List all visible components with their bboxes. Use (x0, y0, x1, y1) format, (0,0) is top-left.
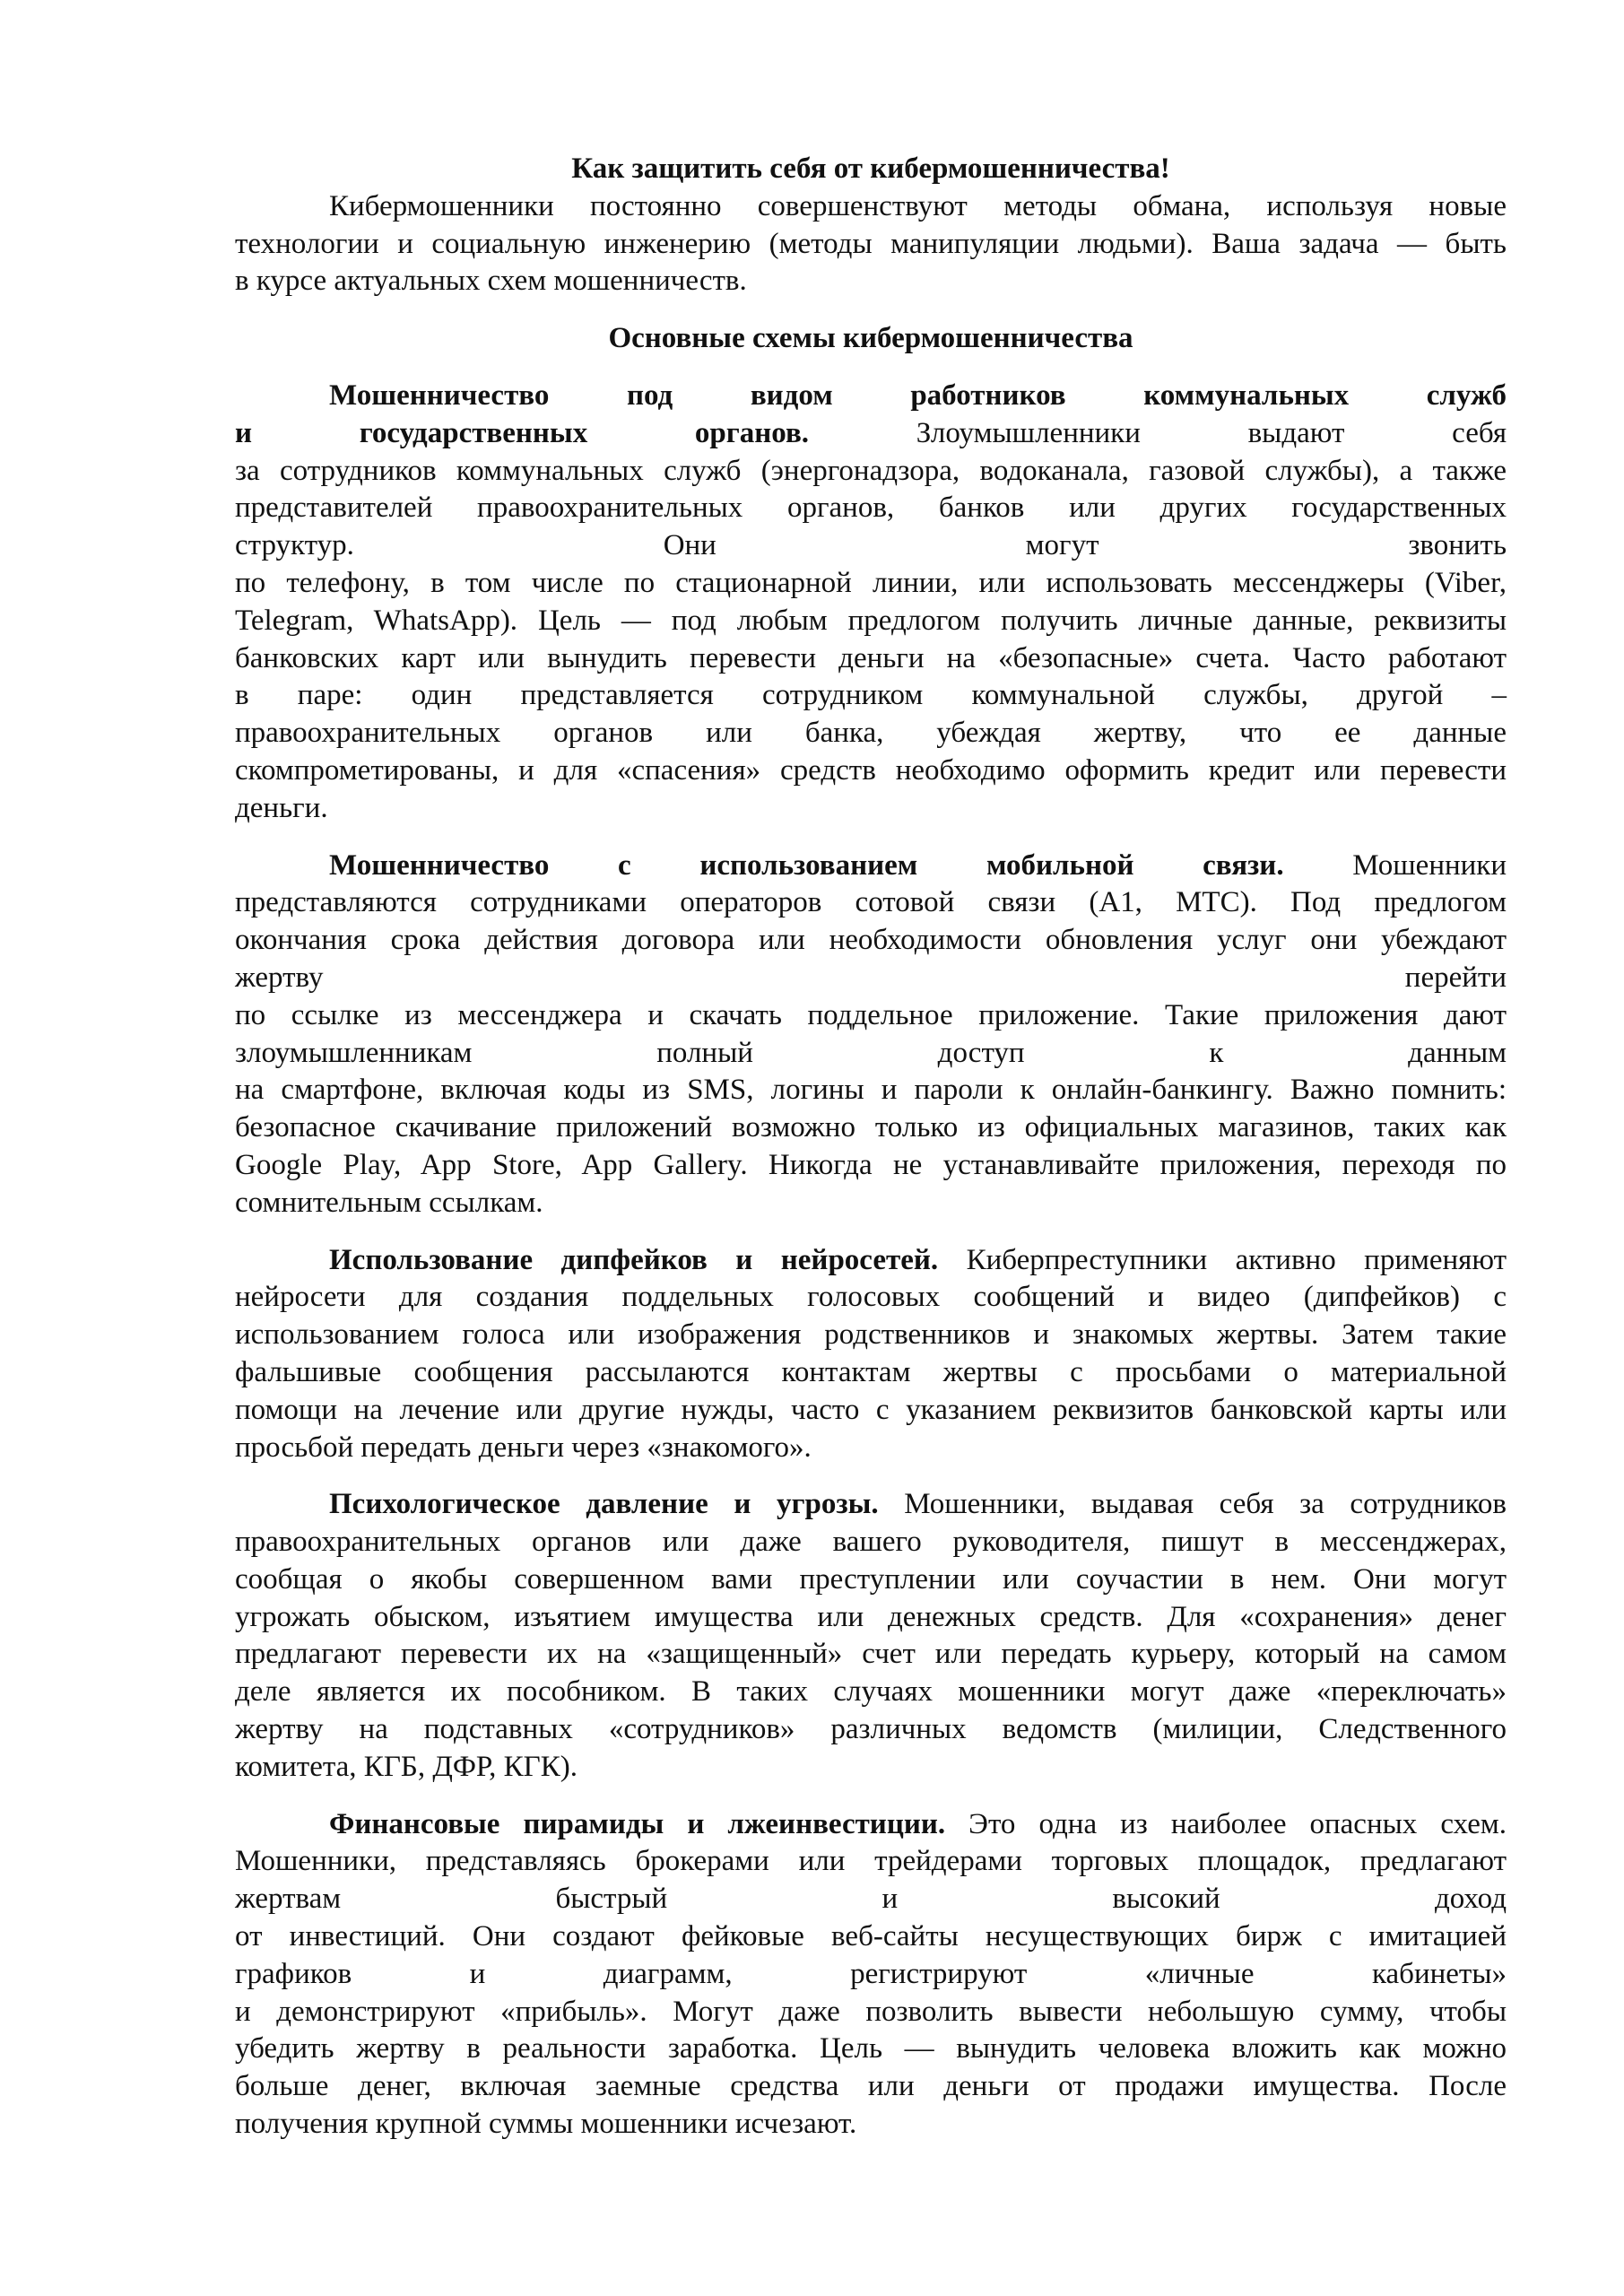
body-text: правоохранительных органов или даже вашего руководителя, пишут в мессенджерах, (235, 1526, 1507, 1559)
body-text: в курсе актуальных схем мошенничеств. (235, 265, 747, 298)
body-text: сообщая о якобы совершенном вами преступлении или соучастии в нем. Они могут (235, 1562, 1507, 1596)
paragraph-line (235, 640, 1507, 678)
paragraph-line (235, 415, 1507, 453)
paragraph-line (235, 1994, 1507, 2031)
scheme-section (235, 1486, 1507, 1786)
body-text: жертву перейти (235, 961, 1507, 994)
paragraph-line (235, 677, 1507, 715)
intro-line (235, 263, 1507, 300)
paragraph-line (235, 1749, 1507, 1787)
section-heading-text: и государственных органов. (235, 416, 810, 449)
paragraph-line (235, 1711, 1507, 1749)
paragraph-line (235, 2068, 1507, 2106)
body-text: Мошенники (1283, 848, 1507, 882)
paragraph-line (235, 378, 1507, 415)
paragraph-line (235, 1279, 1507, 1317)
paragraph-line (235, 884, 1507, 922)
paragraph-line (235, 1524, 1507, 1561)
body-text: и демонстрируют «прибыль». Могут даже позволить вывести небольшую сумму, чтобы (235, 1995, 1507, 2028)
section-heading-text: Мошенничество под видом работников коммунальных служб (329, 378, 1507, 412)
body-text: безопасное скачивание приложений возможно только из официальных магазинов, таких как (235, 1111, 1507, 1144)
paragraph-line (235, 1242, 1507, 1280)
body-text: скомпрометированы, и для «спасения» средств необходимо оформить кредит или перевести (235, 753, 1507, 787)
body-text: жертву на подставных «сотрудников» различных ведомств (милиции, Следственного (235, 1713, 1507, 1746)
paragraph-line (235, 922, 1507, 960)
paragraph-line (235, 1806, 1507, 1844)
body-text: убедить жертву в реальности заработка. Цель — вынудить человека вложить как можно (235, 2032, 1507, 2066)
body-text: от инвестиций. Они создают фейковые веб-сайты несуществующих бирж с имитацией (235, 1920, 1507, 1953)
paragraph-line (235, 1881, 1507, 1918)
body-text: сомнительным ссылкам. (235, 1186, 543, 1219)
body-text: деле является их пособником. В таких случаях мошенники могут даже «переключать» (235, 1675, 1507, 1709)
body-text: просьбой передать деньги через «знакомого». (235, 1431, 812, 1464)
body-text: помощи на лечение или другие нужды, часто с указанием реквизитов банковской карты или (235, 1393, 1507, 1426)
body-text: угрожать обыском, изъятием имущества или денежных средств. Для «сохранения» денег (235, 1600, 1507, 1633)
section-heading-text: Использование дипфейков и нейросетей. (329, 1243, 939, 1276)
paragraph-line (235, 2031, 1507, 2068)
body-text: Кибермошенники постоянно совершенствуют методы обмана, используя новые (329, 189, 1507, 222)
body-text: представителей правоохранительных органов, банков или других государственных (235, 491, 1507, 525)
intro-line (235, 188, 1507, 226)
paragraph-line (235, 1561, 1507, 1599)
body-text: деньги. (235, 791, 328, 824)
paragraph-line (235, 1109, 1507, 1147)
body-text: Злоумышленники выдают себя (809, 416, 1507, 449)
paragraph-line (235, 960, 1507, 997)
body-text: за сотрудников коммунальных служб (энергонадзора, водоканала, газовой службы), а также (235, 454, 1507, 487)
paragraph-line (235, 1486, 1507, 1524)
paragraph-line (235, 1430, 1507, 1467)
paragraph-line (235, 1956, 1507, 1994)
paragraph-line (235, 1636, 1507, 1674)
body-text: на смартфоне, включая коды из SMS, логины и пароли к онлайн-банкингу. Важно помнить: (235, 1074, 1507, 1107)
paragraph-line (235, 527, 1507, 565)
body-text: технологии и социальную инженерию (методы манипуляции людьми). Ваша задача — быть (235, 227, 1507, 260)
paragraph-line (235, 1392, 1507, 1430)
body-text: злоумышленникам полный доступ к данным (235, 1036, 1507, 1069)
body-text: предлагают перевести их на «защищенный» счет или передать курьеру, который на самом (235, 1638, 1507, 1671)
paragraph-line (235, 1599, 1507, 1637)
scheme-section (235, 848, 1507, 1222)
paragraph-line (235, 1317, 1507, 1354)
body-text: Google Play, App Store, App Gallery. Никогда не устанавливайте приложения, переходя по (235, 1148, 1507, 1181)
body-text: по телефону, в том числе по стационарной линии, или использовать мессенджеры (Viber, (235, 566, 1507, 599)
scheme-section (235, 378, 1507, 828)
paragraph-line (235, 790, 1507, 828)
body-text: комитета, КГБ, ДФР, КГК). (235, 1750, 578, 1783)
section-heading-text: Мошенничество с использованием мобильной связи. (329, 848, 1284, 882)
paragraph-line (235, 997, 1507, 1035)
paragraph-line (235, 453, 1507, 491)
document-title: Как защитить себя от кибермошенничества! (571, 152, 1170, 185)
body-text: использованием голоса или изображения родственников и знакомых жертвы. Затем такие (235, 1318, 1507, 1352)
body-text: Это одна из наиболее опасных схем. (945, 1807, 1507, 1840)
body-text: правоохранительных органов или банка, убеждая жертву, что ее данные (235, 717, 1507, 750)
paragraph-line (235, 1674, 1507, 1711)
body-text: Мошенники, представляясь брокерами или трейдерами торговых площадок, предлагают (235, 1845, 1507, 1878)
paragraph-line (235, 1354, 1507, 1392)
paragraph-line (235, 715, 1507, 752)
body-text: нейросети для создания поддельных голосовых сообщений и видео (дипфейков) с (235, 1281, 1507, 1314)
body-text: представляются сотрудниками операторов сотовой связи (A1, МТС). Под предлогом (235, 886, 1507, 919)
body-text: банковских карт или вынудить перевести деньги на «безопасные» счета. Часто работают (235, 641, 1507, 674)
paragraph-line (235, 565, 1507, 603)
paragraph-line (235, 1147, 1507, 1185)
body-text: структур. Они могут звонить (235, 529, 1507, 562)
section-heading-text: Психологическое давление и угрозы. (329, 1488, 879, 1521)
section-subtitle: Основные схемы кибермошенничества (608, 322, 1133, 355)
body-text: Telegram, WhatsApp). Цель — под любым предлогом получить личные данные, реквизиты (235, 604, 1507, 637)
body-text: Киберпреступники активно применяют (938, 1243, 1507, 1276)
body-text: Мошенники, выдавая себя за сотрудников (878, 1488, 1507, 1521)
body-text: в паре: один представляется сотрудником коммунальной службы, другой – (235, 679, 1507, 712)
body-text: фальшивые сообщения рассылаются контактам жертвы с просьбами о материальной (235, 1355, 1507, 1388)
body-text: жертвам быстрый и высокий доход (235, 1883, 1507, 1916)
paragraph-line (235, 2106, 1507, 2144)
paragraph-line (235, 1035, 1507, 1073)
document-page (235, 151, 1507, 2163)
body-text: окончания срока действия договора или необходимости обновления услуг они убеждают (235, 924, 1507, 957)
paragraph-line (235, 1843, 1507, 1881)
paragraph-line (235, 1072, 1507, 1109)
body-text: получения крупной суммы мошенники исчезают. (235, 2108, 857, 2141)
paragraph-line (235, 848, 1507, 885)
intro-paragraph (235, 188, 1507, 300)
paragraph-line (235, 752, 1507, 790)
scheme-section (235, 1242, 1507, 1467)
section-heading-text: Финансовые пирамиды и лжеинвестиции. (329, 1807, 946, 1840)
body-text: графиков и диаграмм, регистрируют «личные кабинеты» (235, 1957, 1507, 1990)
intro-line (235, 226, 1507, 264)
paragraph-line (235, 1185, 1507, 1222)
sections-container (235, 378, 1507, 2144)
paragraph-line (235, 490, 1507, 527)
body-text: больше денег, включая заемные средства или деньги от продажи имущества. После (235, 2070, 1507, 2103)
paragraph-line (235, 603, 1507, 640)
body-text: по ссылке из мессенджера и скачать поддельное приложение. Такие приложения дают (235, 998, 1507, 1031)
paragraph-line (235, 1918, 1507, 1956)
scheme-section (235, 1806, 1507, 2144)
